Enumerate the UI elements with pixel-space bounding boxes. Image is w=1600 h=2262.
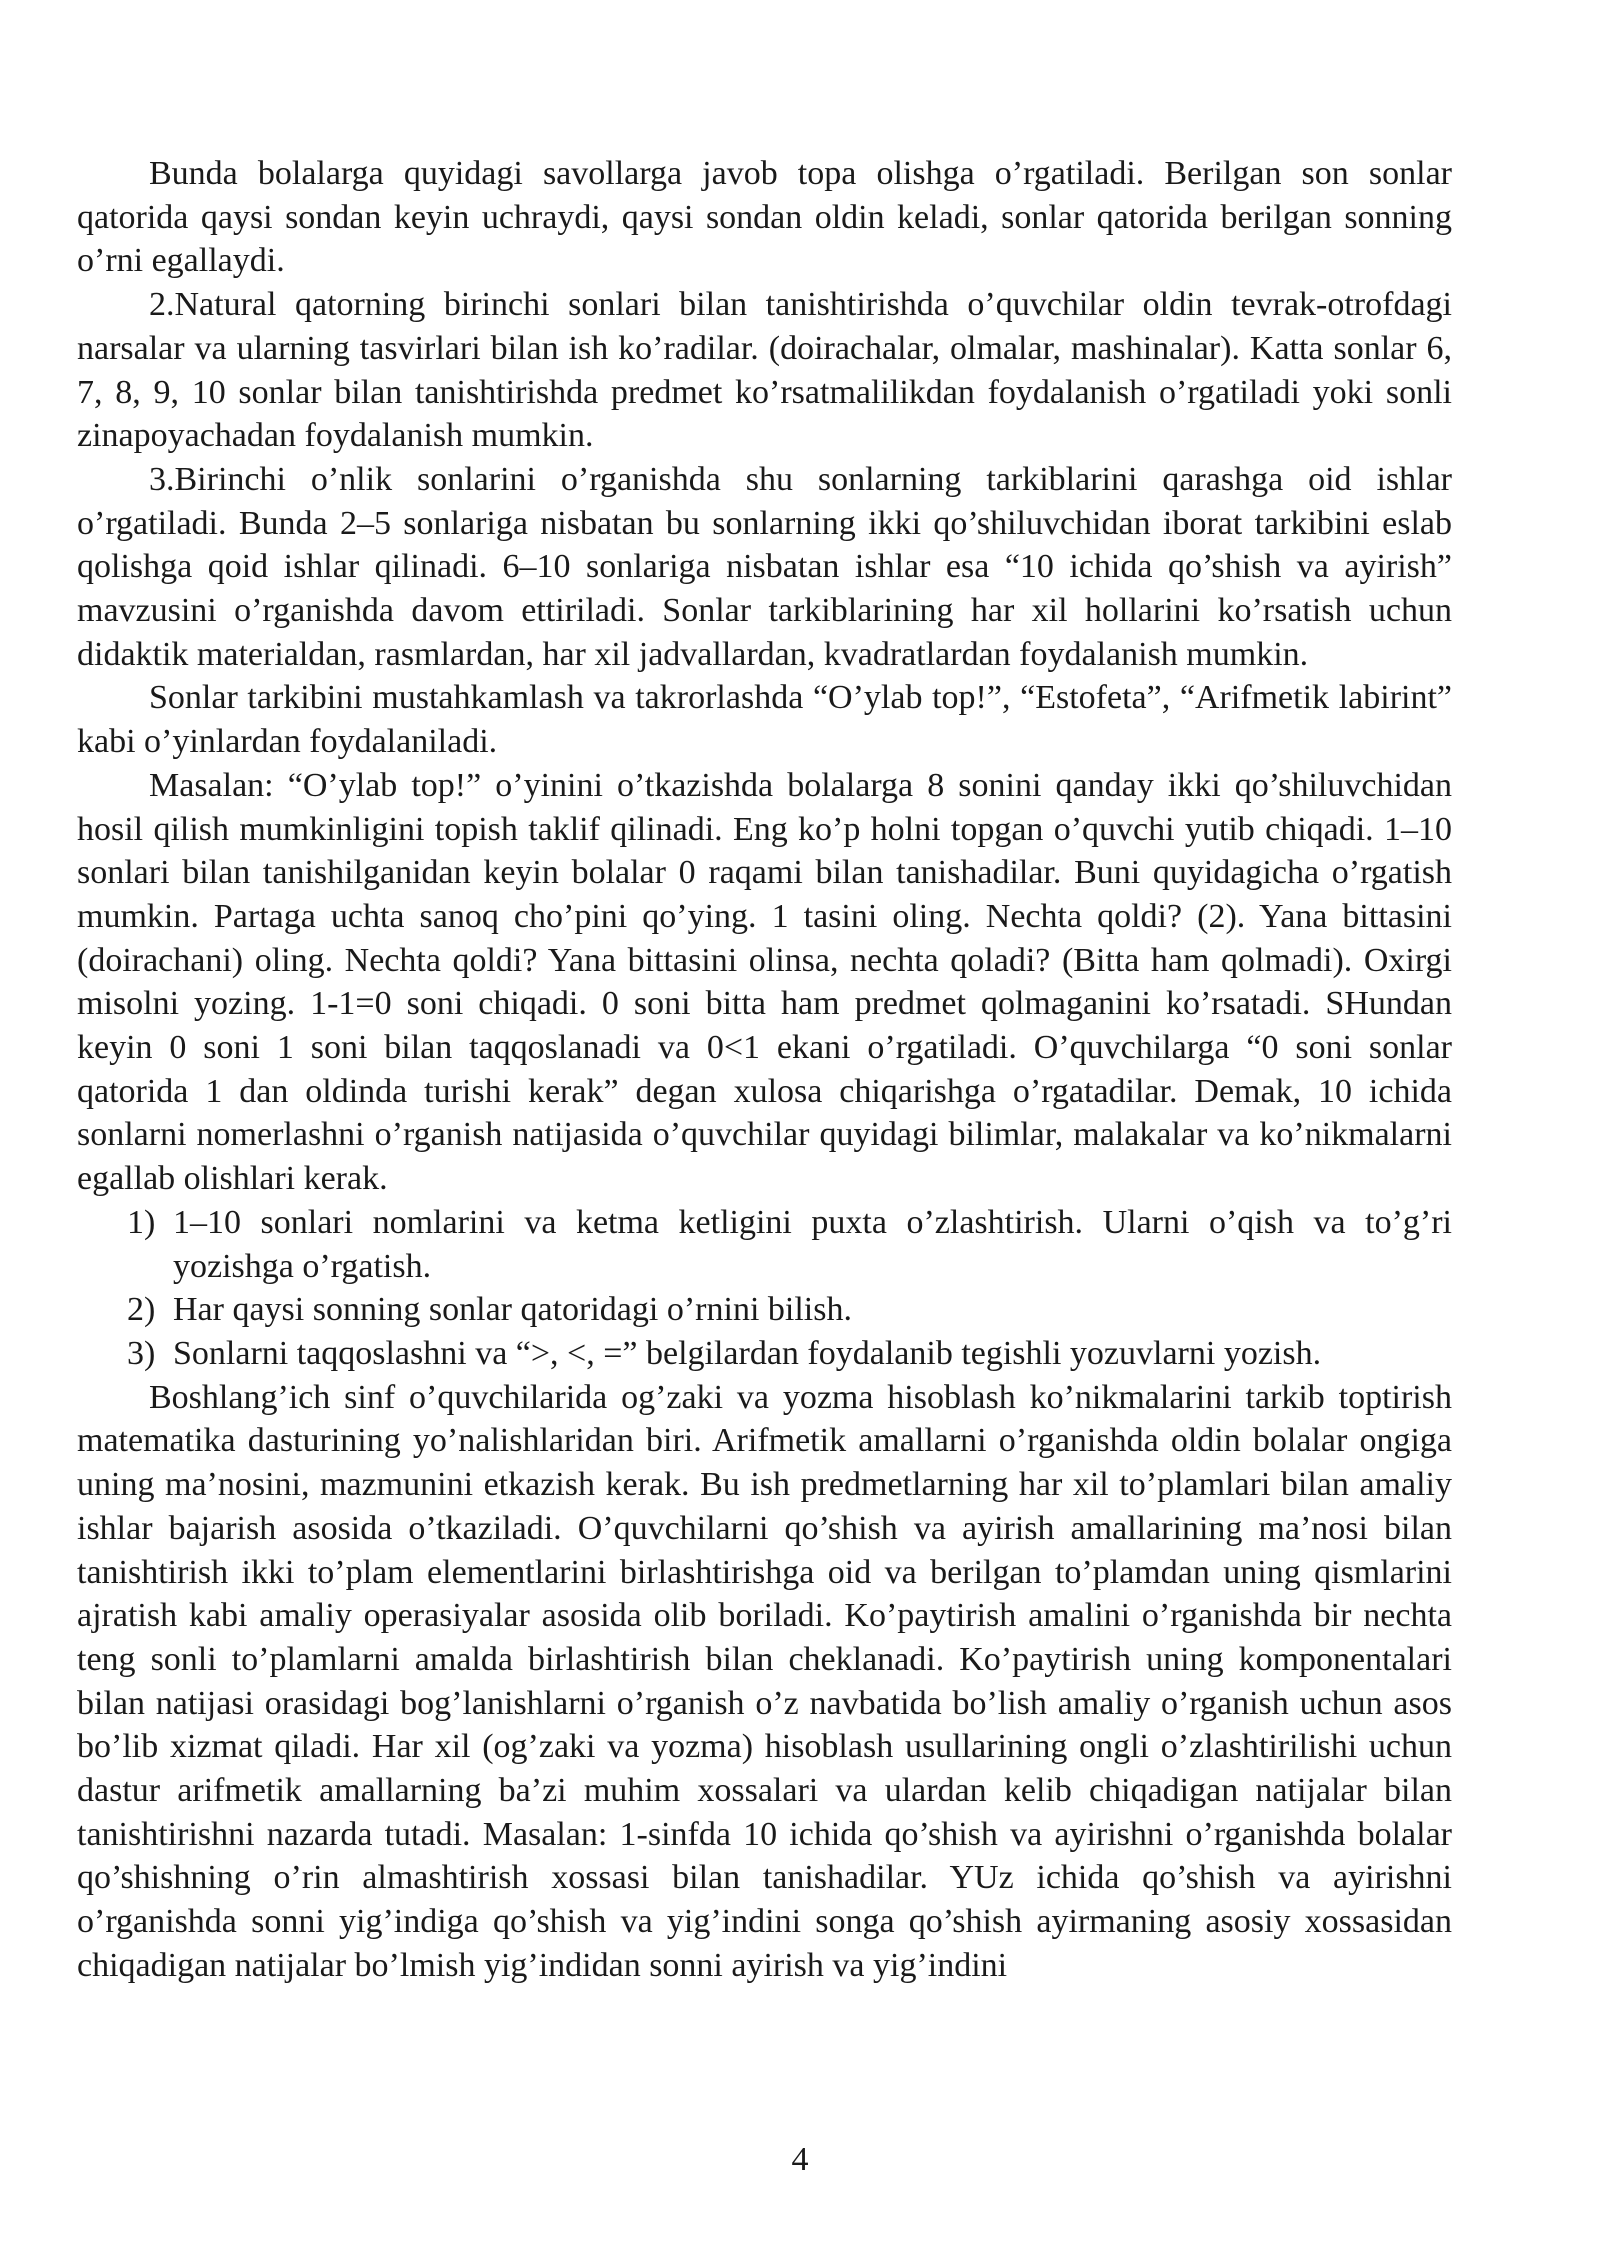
page-number: 4 (791, 2141, 809, 2178)
list-item (77, 1288, 1452, 1332)
paragraph: 2.Natural qatorning birinchi sonlari bilan tanishtirishda o’quvchilar oldin tevrak-otrofdagi narsalar va ularning tasvirlari bilan ish ko’radilar. (doirachalar, olmalar, mashinalar). Katta sonlar 6, 7, 8, 9, 10 sonlar bilan tanishtirishda predmet ko’rsatmalilikdan foydalanish o’rgatiladi yoki sonli zinapoyachadan foydalanish mumkin. (77, 286, 1452, 455)
paragraph: Masalan: “O’ylab top!” o’yinini o’tkazishda bolalarga 8 sonini qanday ikki qo’shiluvchidan hosil qilish mumkinligini topish taklif qilinadi. Eng ko’p holni topgan o’quvchi yutib chiqadi. 1–10 sonlari bilan tanishilganidan keyin bolalar 0 raqami bilan tanishadilar. Buni quyidagicha o’rgatish mumkin. Partaga uchta sanoq cho’pini qo’ying. 1 tasini oling. Nechta qoldi? (2). Yana bittasini (doirachani) oling. Nechta qoldi? Yana bittasini olinsa, nechta qoladi? (Bitta ham qolmadi). Oxirgi misolni yozing. 1-1=0 soni chiqadi. 0 soni bitta ham predmet qolmaganini ko’rsatadi. SHundan keyin 0 soni 1 soni bilan taqqoslanadi va 0<1 ekani o’rgatiladi. O’quvchilarga “0 soni sonlar qatorida 1 dan oldinda turishi kerak” degan xulosa chiqarishga o’rgatadilar. Demak, 10 ichida sonlarni nomerlashni o’rganish natijasida o’quvchilar quyidagi bilimlar, malakalar va ko’nikmalarni egallab olishlari kerak. (77, 766, 1452, 1198)
document-page (77, 152, 1452, 1988)
paragraph: Boshlang’ich sinf o’quvchilarida og’zaki va yozma hisoblash ko’nikmalarini tarkib toptirish matematika dasturining yo’nalishlaridan biri. Arifmetik amallarni o’rganishda oldin bolalar ongiga uning ma’nosini, mazmunini etkazish kerak. Bu ish predmetlarning har xil to’plamlari bilan amaliy ishlar bajarish asosida o’tkaziladi. O’quvchilarni qo’shish va ayirish amallarining ma’nosi bilan tanishtirish ikki to’plam elementlarini birlashtirishga oid va berilgan to’plamdan uning qismlarini ajratish kabi amaliy operasiyalar asosida olib boriladi. Ko’paytirish amalini o’rganishda bir nechta teng sonli to’plamlarni amalda birlashtirish bilan cheklanadi. Ko’paytirish uning komponentalari bilan natijasi orasidagi bog’lanishlarni o’rganish o’z navbatida bo’lish amaliy o’rganish uchun asos bo’lib xizmat qiladi. Har xil (og’zaki va yozma) hisoblash usullarining ongli o’zlashtirilishi uchun dastur arifmetik amallarning ba’zi muhim xossalari va ulardan kelib chiqadigan natijalar bilan tanishtirishni nazarda tutadi. Masalan: 1-sinfda 10 ichida qo’shish va ayirishni o’rganishda bolalar qo’shishning o’rin almashtirish xossasi bilan tanishadilar. YUz ichida qo’shish va ayirishni o’rganishda sonni yig’indiga qo’shish va yig’indini songa qo’shish ayirmaning asosiy xossasidan chiqadigan natijalar bo’lmish yig’indidan sonni ayirish va yig’indini (77, 1378, 1452, 1984)
list-item-text: Sonlarni taqqoslashni va “>, <, =” belgilardan foydalanib tegishli yozuvlarni yozish. (173, 1334, 1322, 1372)
list-item (77, 1332, 1452, 1376)
list-item-text: 1–10 sonlari nomlarini va ketma ketligini puxta o’zlashtirish. Ularni o’qish va to’g’ri yozishga o’rgatish. (173, 1203, 1452, 1285)
numbered-list (77, 1201, 1452, 1376)
list-item-number: 3) (127, 1334, 156, 1372)
list-item-number: 1) (127, 1203, 156, 1241)
list-item-text: Har qaysi sonning sonlar qatoridagi o’rnini bilish. (173, 1291, 852, 1329)
paragraph: 3.Birinchi o’nlik sonlarini o’rganishda shu sonlarning tarkiblarini qarashga oid ishlar o’rgatiladi. Bunda 2–5 sonlariga nisbatan bu sonlarning ikki qo’shiluvchidan iborat tarkibini eslab qolishga qoid ishlar qilinadi. 6–10 sonlariga nisbatan ishlar esa “10 ichida qo’shish va ayirish” mavzusini o’rganishda davom ettiriladi. Sonlar tarkiblarining har xil hollarini ko’rsatish uchun didaktik materialdan, rasmlardan, har xil jadvallardan, kvadratlardan foydalanish mumkin. (77, 460, 1452, 673)
list-item-number: 2) (127, 1291, 156, 1329)
paragraph: Sonlar tarkibini mustahkamlash va takrorlashda “O’ylab top!”, “Estofeta”, “Arifmetik labirint” kabi o’yinlardan foydalaniladi. (77, 679, 1452, 761)
paragraph: Bunda bolalarga quyidagi savollarga javob topa olishga o’rgatiladi. Berilgan son sonlar qatorida qaysi sondan keyin uchraydi, qaysi sondan oldin keladi, sonlar qatorida berilgan sonning o’rni egallaydi. (77, 155, 1452, 280)
list-item (77, 1201, 1452, 1288)
